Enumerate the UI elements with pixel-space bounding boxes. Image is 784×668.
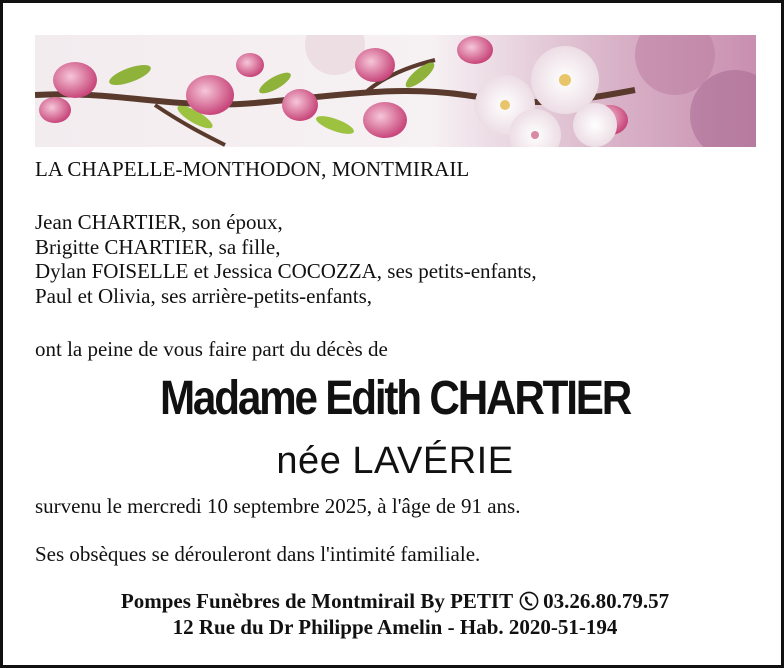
family-member-line: Brigitte CHARTIER, sa fille,	[35, 234, 281, 259]
funeral-home-name: Pompes Funèbres de Montmirail By PETIT	[120, 589, 514, 613]
funeral-home-contact	[3, 588, 784, 614]
family-member-line: Paul et Olivia, ses arrière-petits-enfants,	[35, 283, 373, 308]
funeral-info: Ses obsèques se dérouleront dans l'intimité familiale.	[35, 542, 481, 566]
maiden-name: née LAVÉRIE	[276, 440, 514, 482]
death-date-info: survenu le mercredi 10 septembre 2025, à l'âge de 91 ans.	[35, 494, 521, 518]
funeral-home-address: 12 Rue du Dr Philippe Amelin - Hab. 2020-51-194	[172, 615, 618, 639]
family-list	[35, 210, 537, 308]
announcement-intro: ont la peine de vous faire part du décès de	[35, 337, 388, 361]
funeral-home-phone[interactable]: 03.26.80.79.57	[543, 589, 670, 613]
family-member-line: Dylan FOISELLE et Jessica COCOZZA, ses petits-enfants,	[35, 259, 537, 283]
funeral-home-footer	[3, 588, 784, 640]
phone-icon	[519, 591, 539, 611]
deceased-name: Madame Edith CHARTIER	[159, 372, 631, 425]
cherry-blossom-banner-image	[35, 35, 756, 147]
notice-location: LA CHAPELLE-MONTHODON, MONTMIRAIL	[35, 157, 470, 181]
family-member-line: Jean CHARTIER, son époux,	[35, 210, 283, 234]
